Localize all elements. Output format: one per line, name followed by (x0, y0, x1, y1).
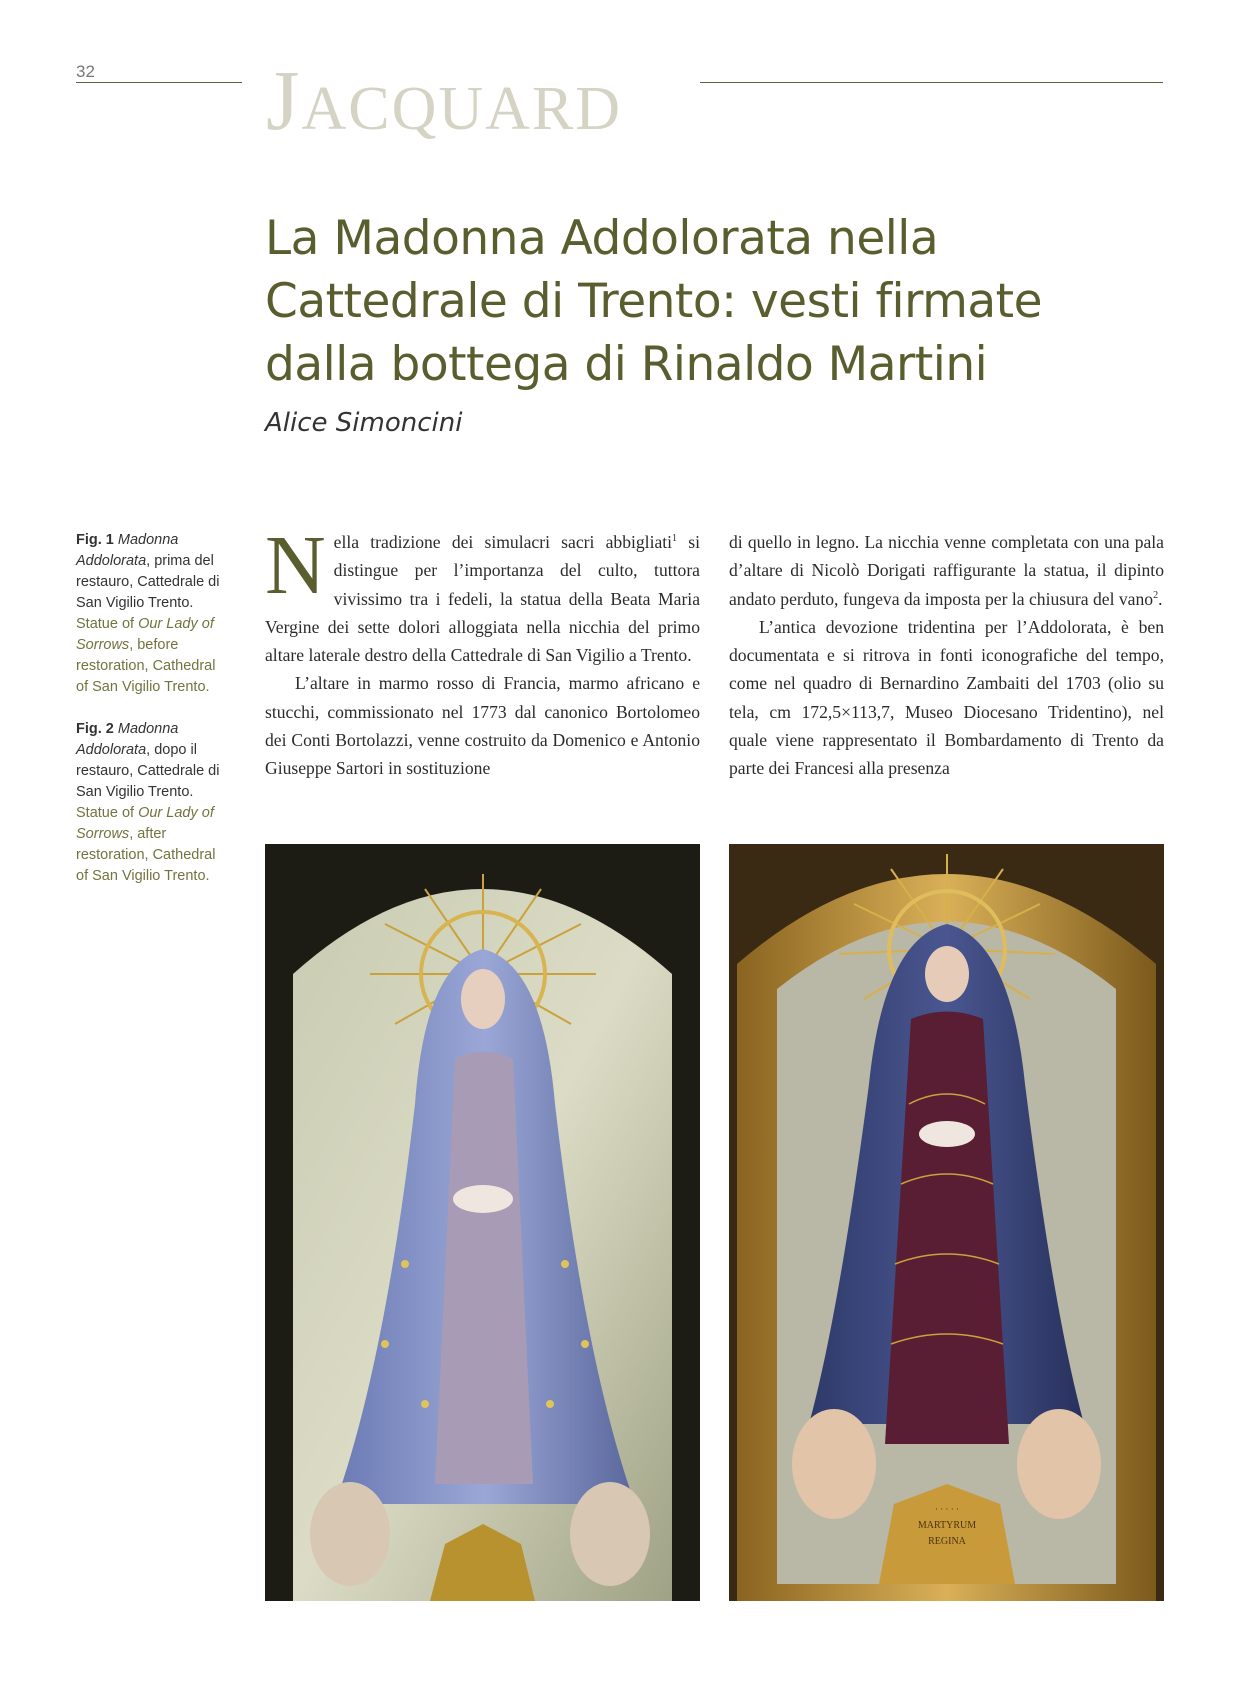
caption-english-pre: Statue of (76, 805, 139, 821)
plaque-line-2: MARTYRUM (917, 1520, 977, 1531)
paragraph-1-text: ella tradizione dei simulacri sacri abbigliati (333, 532, 673, 552)
caption-label: Fig. 1 (76, 532, 114, 548)
paragraph-1 (265, 519, 700, 669)
face (461, 969, 505, 1029)
cherub-left (310, 1482, 390, 1586)
caption-english (76, 805, 215, 884)
caption-fig-2 (76, 719, 226, 887)
figure-1-photo (265, 844, 700, 1601)
caption-italian-title: Madonna Addolorata (76, 532, 179, 569)
caption-label: Fig. 2 (76, 721, 114, 737)
page-number: 32 (76, 62, 95, 81)
madonna-before-illustration (265, 844, 700, 1601)
figure-2-photo (729, 844, 1164, 1601)
caption-fig-1 (76, 530, 226, 698)
hands-with-lace (453, 1185, 513, 1213)
paragraph-3 (729, 528, 1164, 613)
madonna-after-illustration (729, 844, 1164, 1601)
cherub-right (570, 1482, 650, 1586)
caption-english-pre: Statue of (76, 616, 139, 632)
journal-title (266, 52, 622, 157)
caption-english-text: , before restoration, Cathedral of San Vigilio Trento. (76, 637, 216, 695)
body-column-left (265, 519, 700, 783)
paragraph-1-rest: si distingue per l’importanza del culto, tuttora vivissimo tra i fedeli, la statua della Beata Maria Vergine dei sette dolori alloggiata nella nicchia del primo altare laterale destro della Cattedrale di San Vigilio a Trento. (265, 532, 700, 666)
caption-italian-title: Madonna Addolorata (76, 721, 179, 758)
caption-english-text: , after restoration, Cathedral of San Vigilio Trento. (76, 826, 216, 884)
body-column-right (729, 528, 1164, 783)
caption-english (76, 616, 215, 695)
figure-captions (76, 530, 226, 908)
paragraph-4: L’antica devozione tridentina per l’Addolorata, è ben documentata e si ritrova in fonti iconografiche del tempo, come nel quadro di Bernardino Zambaiti del 1703 (olio su tela, cm 172,5×113,7, Museo Diocesano Tridentino), nel quale viene rappresentato il Bombardamento di Trento da parte dei Francesi alla presenza (729, 616, 1164, 779)
caption-italian-text: , dopo il restauro, Cattedrale di San Vigilio Trento. (76, 742, 220, 800)
cherub-left (792, 1409, 876, 1519)
header-rule-left (76, 82, 242, 83)
footnote-ref-2[interactable]: 2 (1153, 589, 1159, 601)
cherub-right (1017, 1409, 1101, 1519)
paragraph-3-text: di quello in legno. La nicchia venne completata con una pala d’altare di Nicolò Dorigati raffigurante la statua, il dipinto andato perduto, fungeva da imposta per la chiusura del vano (729, 532, 1164, 609)
paragraph-3-end: . (1158, 588, 1163, 609)
article-title: La Madonna Addolorata nella Cattedrale di Trento: vesti firmate dalla bottega di Rinaldo Martini (265, 211, 1043, 392)
drop-cap: N (265, 519, 326, 612)
paragraph-2: L’altare in marmo rosso di Francia, marmo africano e stucchi, commissionato nel 1773 dal canonico Bortolomeo dei Conti Bortolazzi, venne costruito da Domenico e Antonio Giuseppe Sartori in sostituzione (265, 673, 700, 779)
plaque-line-1: · · · · · (935, 1504, 959, 1514)
caption-english-title: Our Lady of Sorrows (76, 805, 214, 842)
journal-initial: J (266, 52, 302, 148)
article-author: Alice Simoncini (265, 408, 463, 438)
plaque-line-3: REGINA (928, 1536, 966, 1547)
hands-with-lace (919, 1121, 975, 1147)
journal-smallcaps: ACQUARD (301, 75, 623, 143)
header-rule-right (700, 82, 1163, 83)
footnote-ref-1[interactable]: 1 (672, 533, 678, 545)
caption-italian-text: , prima del restauro, Cattedrale di San Vigilio Trento. (76, 553, 220, 611)
face (925, 946, 969, 1002)
caption-english-title: Our Lady of Sorrows (76, 616, 214, 653)
